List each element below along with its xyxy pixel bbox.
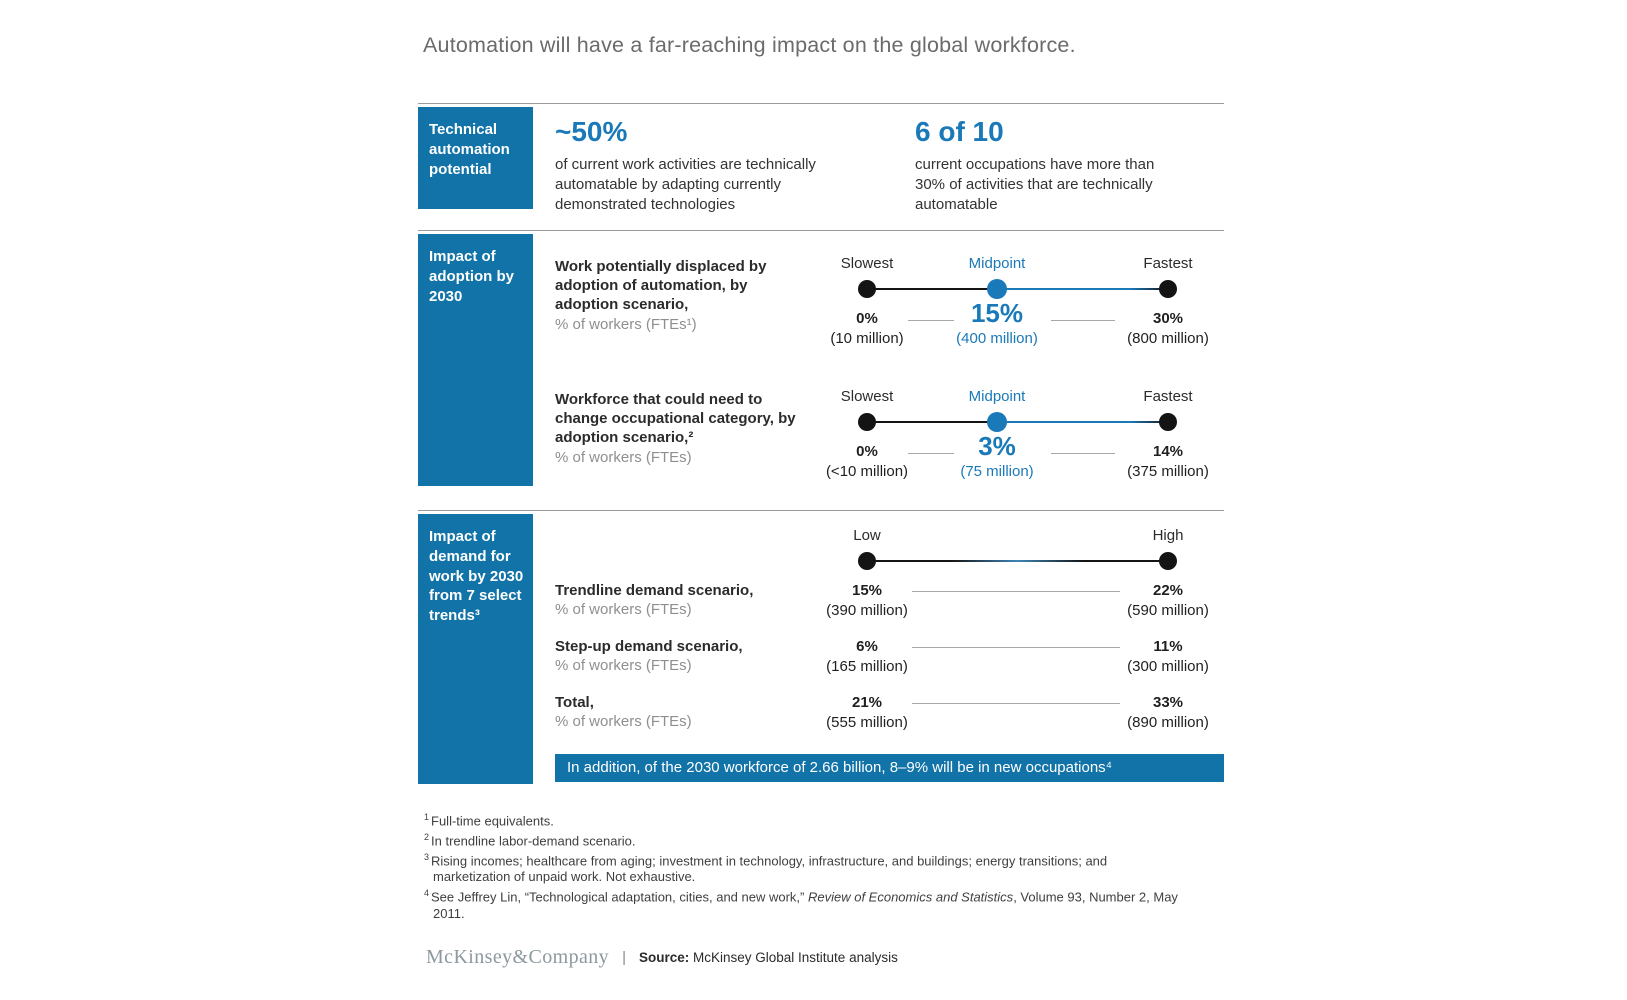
section-impact-of-demand	[418, 510, 1224, 806]
value-midpoint: 15% (400 million)	[956, 298, 1038, 347]
scenario-range-occupation-change	[810, 384, 1230, 502]
row-total-demand	[555, 693, 1224, 743]
range-track	[867, 560, 1168, 562]
dot-midpoint	[987, 279, 1007, 299]
row-title: Workforce that could need to change occupational category, by adoption scenario,²	[555, 391, 796, 447]
footer-divider: |	[622, 949, 626, 967]
row-subtitle: % of workers (FTEs)	[555, 657, 692, 675]
value-high: 11% (300 million)	[1127, 638, 1209, 675]
dot-slowest	[858, 280, 876, 298]
row-subtitle: % of workers (FTEs)	[555, 713, 692, 731]
footnote-2: $^2$ In trendline labor-demand scenario.	[424, 831, 636, 849]
label-low: Low	[853, 527, 881, 544]
value-midpoint: 3% (75 million)	[960, 431, 1034, 480]
section-label-technical: Technical automation potential	[418, 107, 533, 209]
source-text: McKinsey Global Institute analysis	[693, 950, 898, 966]
stat-value: 6 of 10	[915, 116, 1004, 147]
value-connector	[912, 703, 1120, 704]
value-connector	[908, 320, 954, 321]
label-slowest: Slowest	[840, 255, 894, 272]
value-fastest: 30% (800 million)	[1127, 310, 1209, 347]
row-subtitle: % of workers (FTEs)	[555, 448, 692, 466]
mckinsey-logo: McKinsey&Company	[426, 946, 610, 969]
value-connector	[912, 647, 1120, 648]
value-connector	[1051, 320, 1115, 321]
row-trendline-demand	[555, 581, 1224, 631]
dot-midpoint	[987, 412, 1007, 432]
section-adoption-content	[533, 231, 1224, 510]
row-description	[555, 637, 805, 674]
section-impact-of-adoption	[418, 230, 1224, 510]
row-title: Total,	[555, 694, 594, 711]
dot-fastest	[1159, 280, 1177, 298]
row-description	[555, 257, 800, 333]
row-title: Trendline demand scenario,	[555, 582, 754, 599]
section-demand-content	[533, 511, 1224, 806]
footnotes	[424, 812, 1224, 922]
section-technical-content	[533, 104, 1224, 230]
value-high: 33% (890 million)	[1127, 694, 1209, 731]
dot-fastest	[1159, 413, 1177, 431]
footnote-4: $^4$ See Jeffrey Lin, “Technological adaptation, cities, and new work,” Review of Economics and Statistics, Volume 93, Number 2, May 2011.	[424, 887, 1178, 921]
dot-high	[1159, 552, 1177, 570]
label-midpoint: Midpoint	[968, 388, 1026, 405]
stat-desc: current occupations have more than 30% of activities that are technically automatable	[915, 156, 1155, 214]
value-low: 15% (390 million)	[826, 582, 908, 619]
value-high: 22% (590 million)	[1127, 582, 1209, 619]
label-slowest: Slowest	[840, 388, 894, 405]
stat-occupations	[915, 117, 1224, 230]
footer	[426, 946, 1224, 969]
new-occupations-banner: In addition, of the 2030 workforce of 2.66 billion, 8–9% will be in new occupations⁴	[555, 754, 1224, 782]
value-connector	[912, 591, 1120, 592]
row-description	[555, 581, 805, 618]
value-fastest: 14% (375 million)	[1127, 443, 1209, 480]
label-fastest: Fastest	[1143, 255, 1193, 272]
value-slowest: 0% (10 million)	[830, 310, 904, 347]
section-label-adoption: Impact of adoption by 2030	[418, 234, 533, 486]
range-track	[867, 288, 1168, 290]
source-line	[639, 950, 898, 965]
row-description	[555, 390, 800, 466]
stat-work-activities	[555, 117, 915, 230]
source-label: Source:	[638, 950, 690, 966]
row-title: Step-up demand scenario,	[555, 638, 743, 655]
row-stepup-demand	[555, 637, 1224, 687]
row-title: Work potentially displaced by adoption of automation, by adoption scenario,	[555, 258, 767, 314]
value-low: 6% (165 million)	[826, 638, 908, 675]
scenario-range-work-displaced	[810, 251, 1230, 369]
track-segment-right	[997, 421, 1168, 423]
label-high: High	[1152, 527, 1184, 544]
section-technical-automation-potential	[418, 103, 1224, 230]
stat-desc: of current work activities are technically automatable by adapting currently demonstrated technologies	[555, 156, 816, 214]
label-midpoint: Midpoint	[968, 255, 1026, 272]
dot-low	[858, 552, 876, 570]
exhibit	[418, 0, 1224, 969]
row-occupation-change	[555, 384, 1224, 514]
row-work-displaced	[555, 251, 1224, 381]
dot-slowest	[858, 413, 876, 431]
value-slowest: 0% (<10 million)	[825, 443, 909, 480]
track-segment-left	[867, 288, 997, 290]
journal-title: Review of Economics and Statistics	[807, 889, 1014, 905]
value-connector	[908, 453, 954, 454]
row-description	[555, 693, 805, 730]
row-subtitle: % of workers (FTEs¹)	[555, 315, 697, 333]
stat-value: ~50%	[555, 116, 628, 147]
footnote-3: $^3$ Rising incomes; healthcare from aging; investment in technology, infrastructure, and buildings; energy transitions; and marketization of unpaid work. Not exhaustive.	[424, 851, 1108, 885]
value-low: 21% (555 million)	[826, 694, 908, 731]
section-label-demand: Impact of demand for work by 2030 from 7 select trends³	[418, 514, 533, 784]
range-track	[867, 421, 1168, 423]
value-connector	[1051, 453, 1115, 454]
footnote-1: $^1$ Full-time equivalents.	[424, 812, 554, 829]
track-segment-right	[997, 288, 1168, 290]
row-subtitle: % of workers (FTEs)	[555, 601, 692, 619]
label-fastest: Fastest	[1143, 388, 1193, 405]
track-segment-left	[867, 421, 997, 423]
page-title: Automation will have a far-reaching impact on the global workforce.	[423, 33, 1076, 57]
